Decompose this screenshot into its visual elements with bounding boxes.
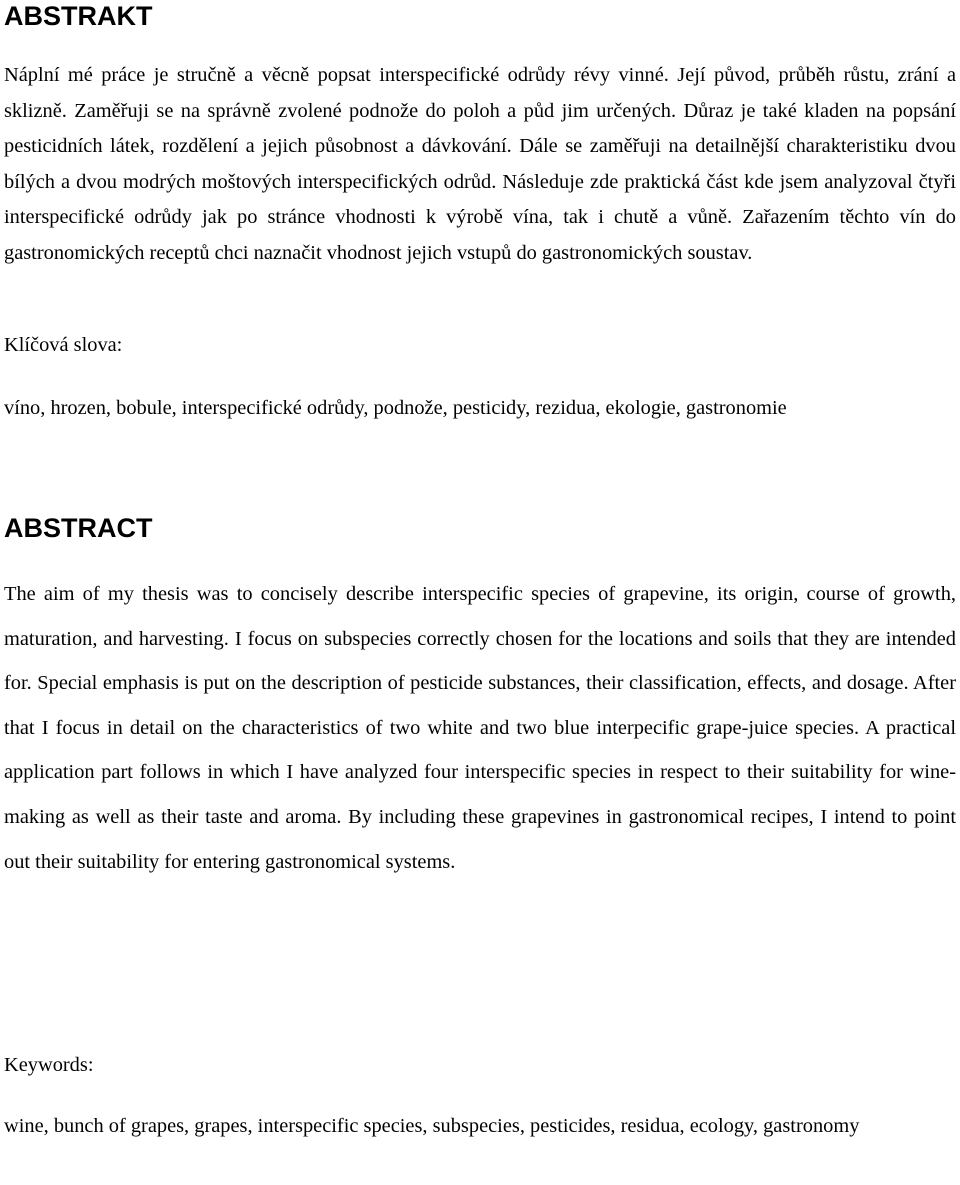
czech-abstract-text: Náplní mé práce je stručně a věcně popsat interspecifické odrůdy révy vinné. Její původ, průběh růstu, zrání a sklizně. Zaměřuji se na správně zvolené podnože do poloh a půd jim určených. Důraz je také kladen na popsání pesticidních látek, rozdělení a jejich působnost a dávkování. Dále se zaměřuji na detailnější charakteristiku dvou bílých a dvou modrých moštových interspecifických odrůd. Následuje zde praktická část kde jsem analyzoval čtyři interspecifické odrůdy jak po stránce vhodnosti k výrobě vína, tak i chutě a vůně. Zařazením těchto vín do gastronomických receptů chci naznačit vhodnost jejich vstupů do gastronomických soustav.: [4, 64, 956, 264]
english-keywords-text: wine, bunch of grapes, grapes, interspecific species, subspecies, pesticides, residua, ecology, gastronomy: [4, 1115, 860, 1137]
english-abstract-text: The aim of my thesis was to concisely describe interspecific species of grapevine, its origin, course of growth, maturation, and harvesting. I focus on subspecies correctly chosen for the locations and soils that they are intended for. Special emphasis is put on the description of pesticide substances, their classification, effects, and dosage. After that I focus in detail on the characteristics of two white and two blue interpecific grape-juice species. A practical application part follows in which I have analyzed four interspecific species in respect to their suitability for wine-making as well as their taste and aroma. By including these grapevines in gastronomical recipes, I intend to point out their suitability for entering gastronomical systems.: [4, 583, 956, 873]
english-abstract-heading: ABSTRACT: [4, 513, 153, 543]
czech-keywords-text: víno, hrozen, bobule, interspecifické odrůdy, podnože, pesticidy, rezidua, ekologie, gastronomie: [4, 397, 787, 419]
english-keywords-label: Keywords:: [4, 1054, 94, 1076]
czech-abstract-heading: ABSTRAKT: [4, 1, 153, 31]
czech-keywords-label: Klíčová slova:: [4, 334, 123, 356]
